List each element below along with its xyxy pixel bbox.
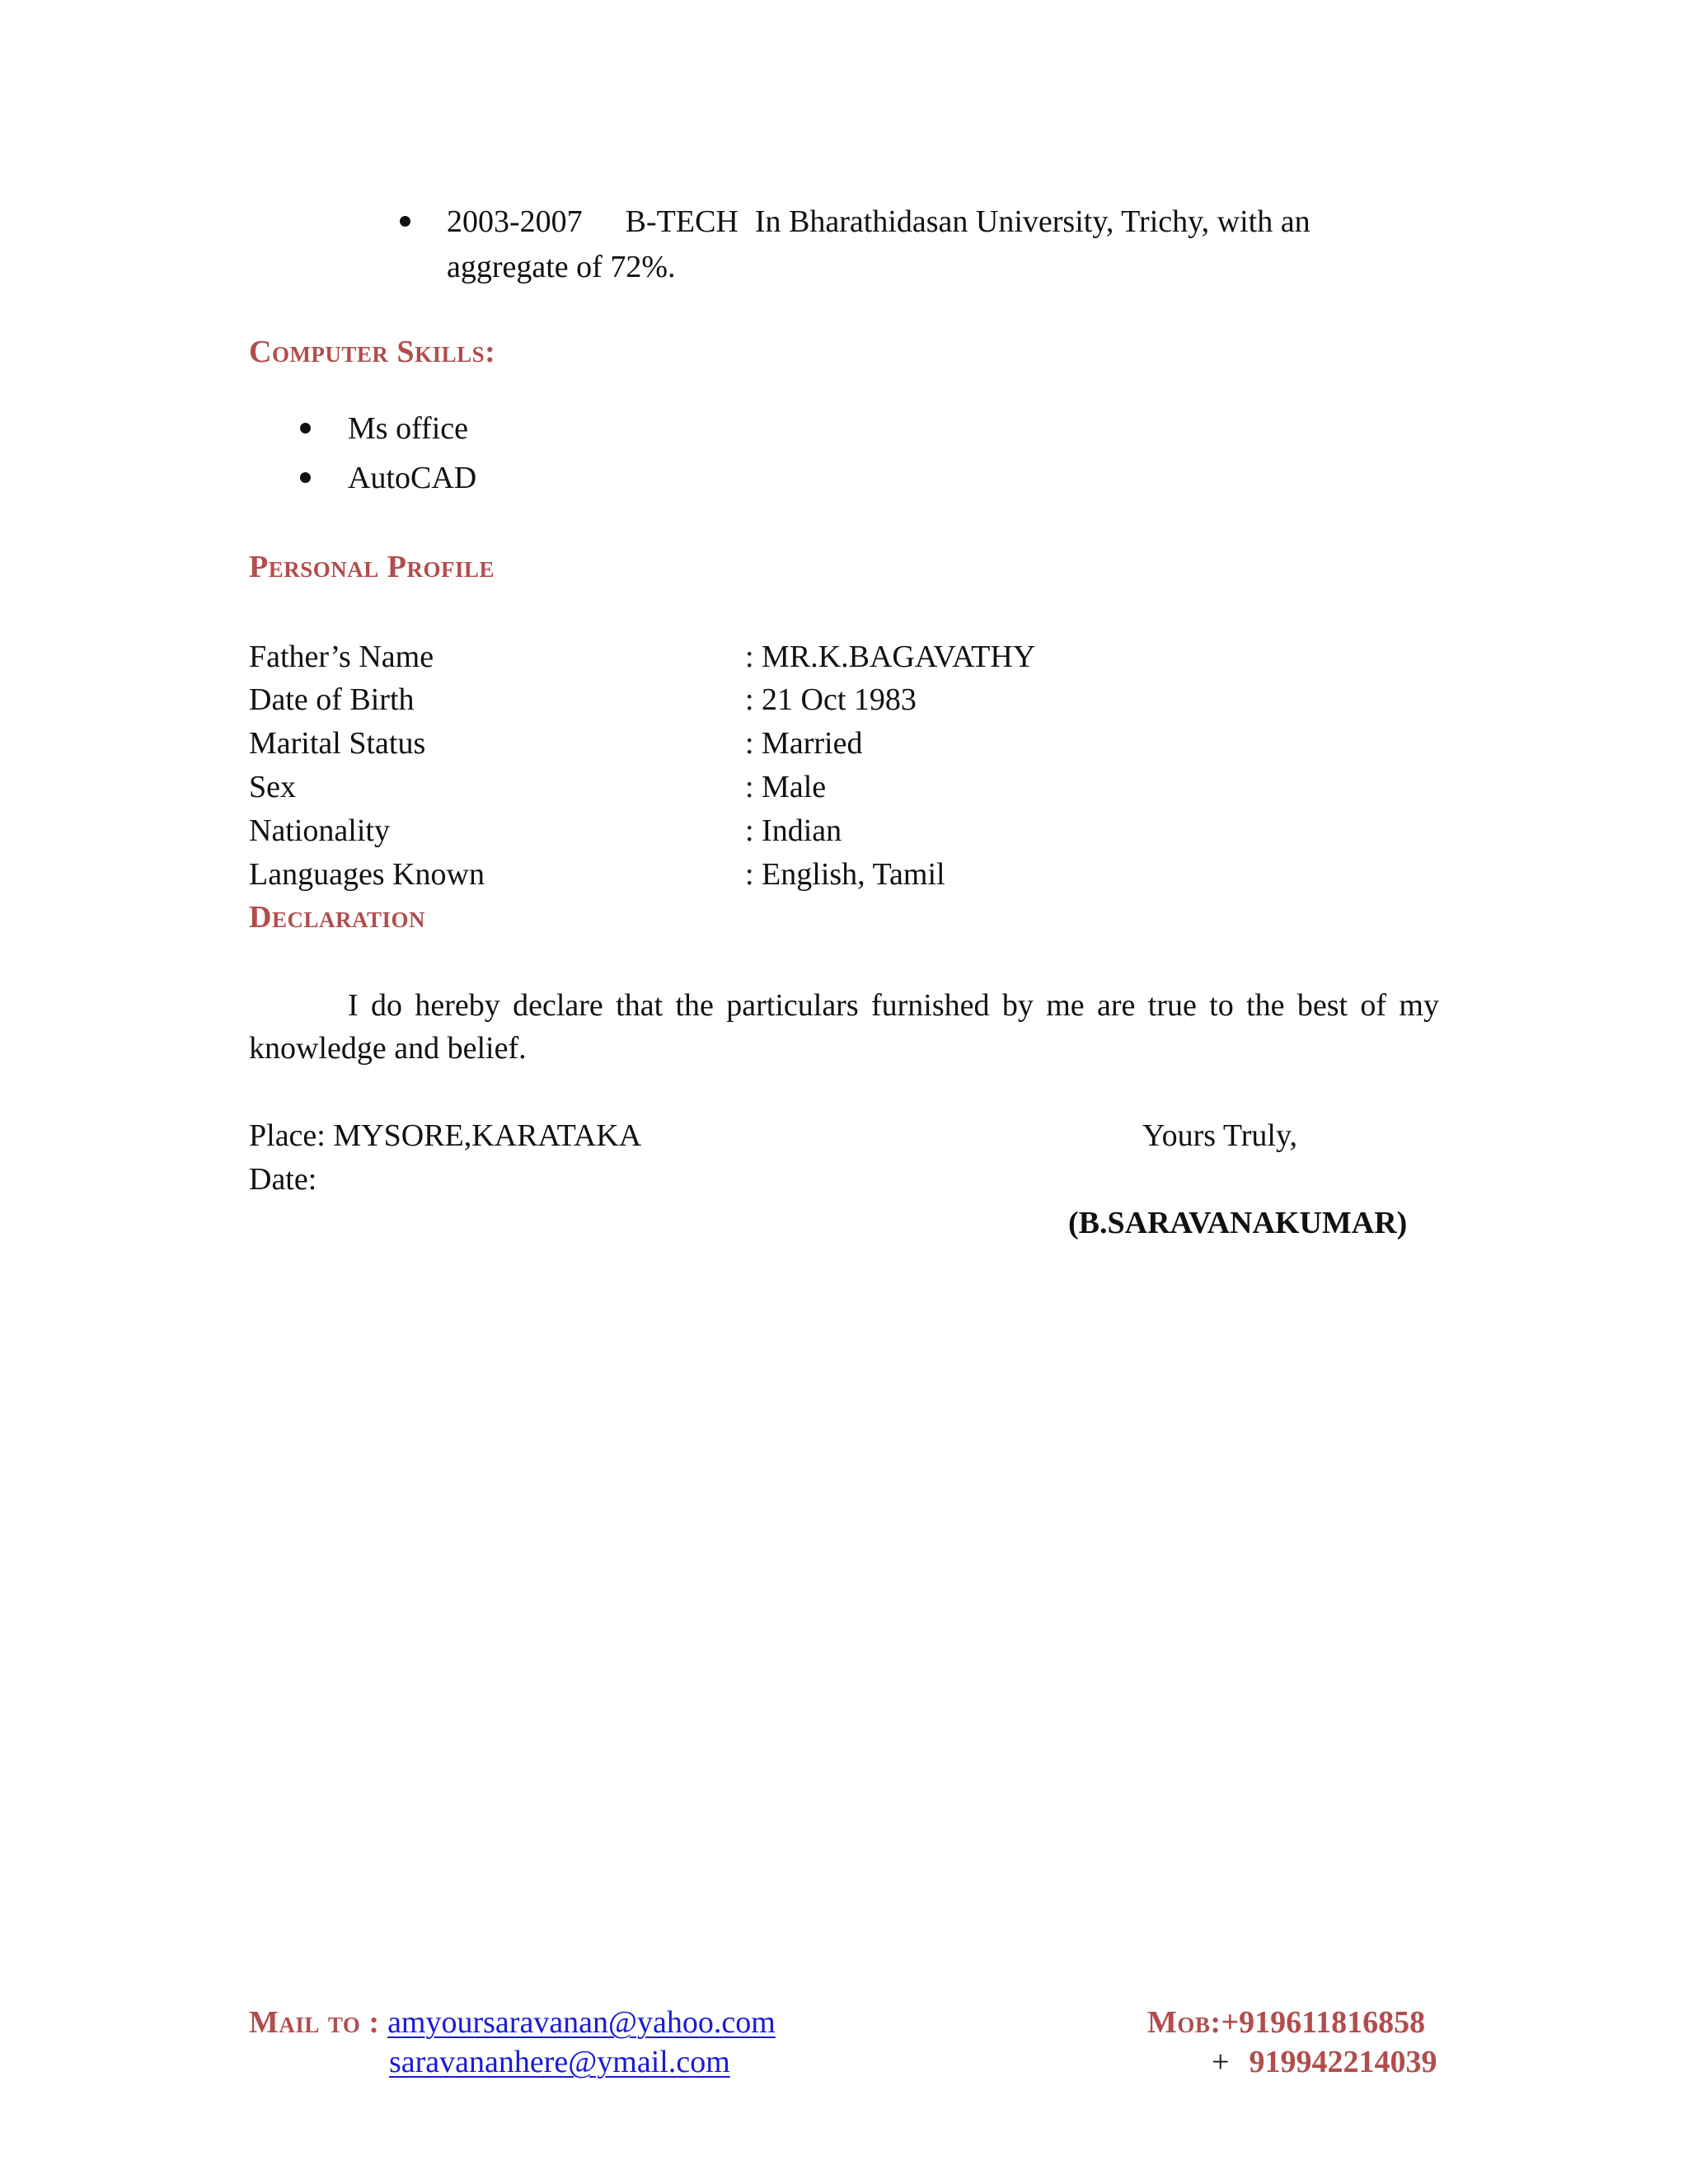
phone-secondary: 919942214039 [1249,2045,1437,2079]
date-text: Date: [249,1162,317,1197]
bullet-icon [300,423,311,434]
education-item-line1 [447,200,1311,243]
email-link-ymail[interactable] [389,2044,730,2080]
phone-primary: +919611816858 [1221,2005,1426,2040]
signature-name: (B.SARAVANAKUMAR) [1068,1206,1408,1240]
profile-value: : Male [745,770,827,804]
profile-label: Father’s Name [249,640,434,674]
declaration-heading: Declaration [249,900,425,935]
profile-value: : Married [745,726,863,761]
declaration-line2: knowledge and belief. [249,1031,527,1066]
mobile-label: Mob: [1147,2005,1221,2040]
education-text-line1: In Bharathidasan University, Trichy, with an [754,204,1311,239]
profile-value: : English, Tamil [745,857,945,892]
place-text: Place: MYSORE,KARATAKA [249,1118,642,1153]
closing-text: Yours Truly, [1142,1118,1298,1153]
profile-label: Sex [249,770,296,804]
bullet-icon [400,216,410,227]
bullet-icon [300,472,311,483]
skill-item: Ms office [348,411,468,446]
profile-label: Date of Birth [249,682,415,717]
mobile-line [1147,2004,1425,2041]
declaration-line1: I do hereby declare that the particulars furnished by me are true to the best of my [348,988,1439,1023]
computer-skills-heading: Computer Skills: [249,335,496,369]
mail-line [249,2004,776,2041]
phone-plus-sign: + [1212,2045,1230,2079]
profile-label: Nationality [249,813,390,848]
skill-item: AutoCAD [348,461,477,495]
education-years: 2003-2007 [447,204,583,239]
email-link-ymail-text[interactable]: saravananhere@ymail.com [389,2045,730,2079]
profile-value: : 21 Oct 1983 [745,682,917,717]
education-text-line2: aggregate of 72%. [447,250,676,284]
mail-label: Mail to : [249,2005,380,2040]
profile-label: Marital Status [249,726,426,761]
personal-profile-heading: Personal Profile [249,550,495,584]
profile-value: : MR.K.BAGAVATHY [745,640,1036,674]
profile-label: Languages Known [249,857,485,892]
email-link-yahoo[interactable]: amyoursaravanan@yahoo.com [387,2005,776,2040]
profile-value: : Indian [745,813,842,848]
mobile-line-2 [1212,2044,1437,2080]
education-degree: B-TECH [625,204,738,239]
